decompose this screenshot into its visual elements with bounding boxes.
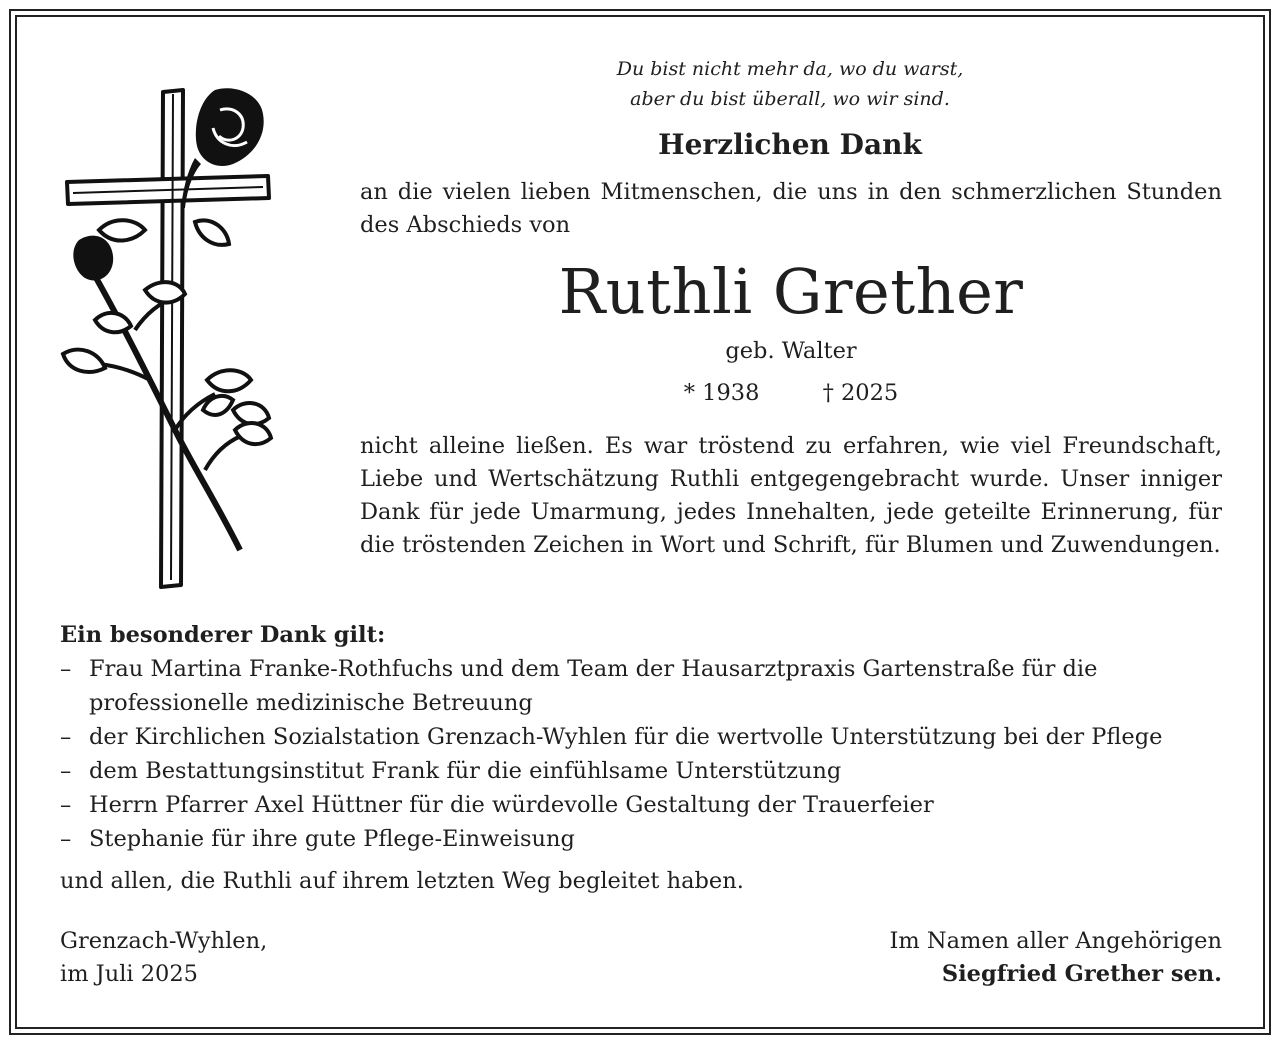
birth-year: * 1938	[683, 380, 760, 406]
list-item: – Stephanie für ihre gute Pflege-Einweisung	[60, 826, 575, 852]
place-line-2: im Juli 2025	[60, 961, 198, 987]
signature	[890, 925, 1222, 991]
thanks-heading: Herzlichen Dank	[658, 128, 922, 161]
special-thanks-title: Ein besonderer Dank gilt:	[60, 622, 386, 648]
closing-text: und allen, die Ruthli auf ihrem letzten Weg begleitet haben.	[60, 868, 744, 894]
intro-text: an die vielen lieben Mitmenschen, die uns in den schmerzlichen Stunden des Abschieds von	[360, 179, 1222, 238]
list-item: – der Kirchlichen Sozialstation Grenzach-Wyhlen für die wertvolle Unterstützung bei der Pflege	[60, 724, 1163, 750]
maiden-name: geb. Walter	[725, 338, 857, 364]
deceased-name: Ruthli Grether	[558, 255, 1024, 328]
special-thanks	[60, 618, 1222, 856]
list-item: – Herrn Pfarrer Axel Hüttner für die würdevolle Gestaltung der Trauerfeier	[60, 792, 934, 818]
signer-name: Siegfried Grether sen.	[941, 961, 1222, 987]
cross-with-rose-icon	[55, 80, 285, 600]
signature-line-1: Im Namen aller Angehörigen	[889, 928, 1222, 954]
death-year: † 2025	[822, 380, 899, 406]
special-thanks-list	[60, 652, 1222, 856]
body-text: nicht alleine ließen. Es war tröstend zu erfahren, wie viel Freundschaft, Liebe und Wertschätzung Ruthli entgegengebracht wurde. Unser inniger Dank für jede Umarmung, jedes Innehalten, jede geteilte Erinnerung, für die tröstenden Zeichen in Wort und Schrift, für Blumen und Zuwendungen.	[360, 433, 1222, 558]
place-line-1: Grenzach-Wyhlen,	[60, 928, 268, 954]
life-dates	[360, 377, 1222, 409]
list-item: – Frau Martina Franke-Rothfuchs und dem Team der Hausarztpraxis Gartenstraße für die professionelle medizinische Betreuung	[60, 656, 1098, 716]
quote-line-2: aber du bist überall, wo wir sind.	[630, 88, 950, 110]
quote	[560, 54, 1020, 114]
list-item: – dem Bestattungsinstitut Frank für die einfühlsame Unterstützung	[60, 758, 842, 784]
quote-line-1: Du bist nicht mehr da, wo du warst,	[616, 58, 964, 80]
place-date	[60, 925, 267, 991]
